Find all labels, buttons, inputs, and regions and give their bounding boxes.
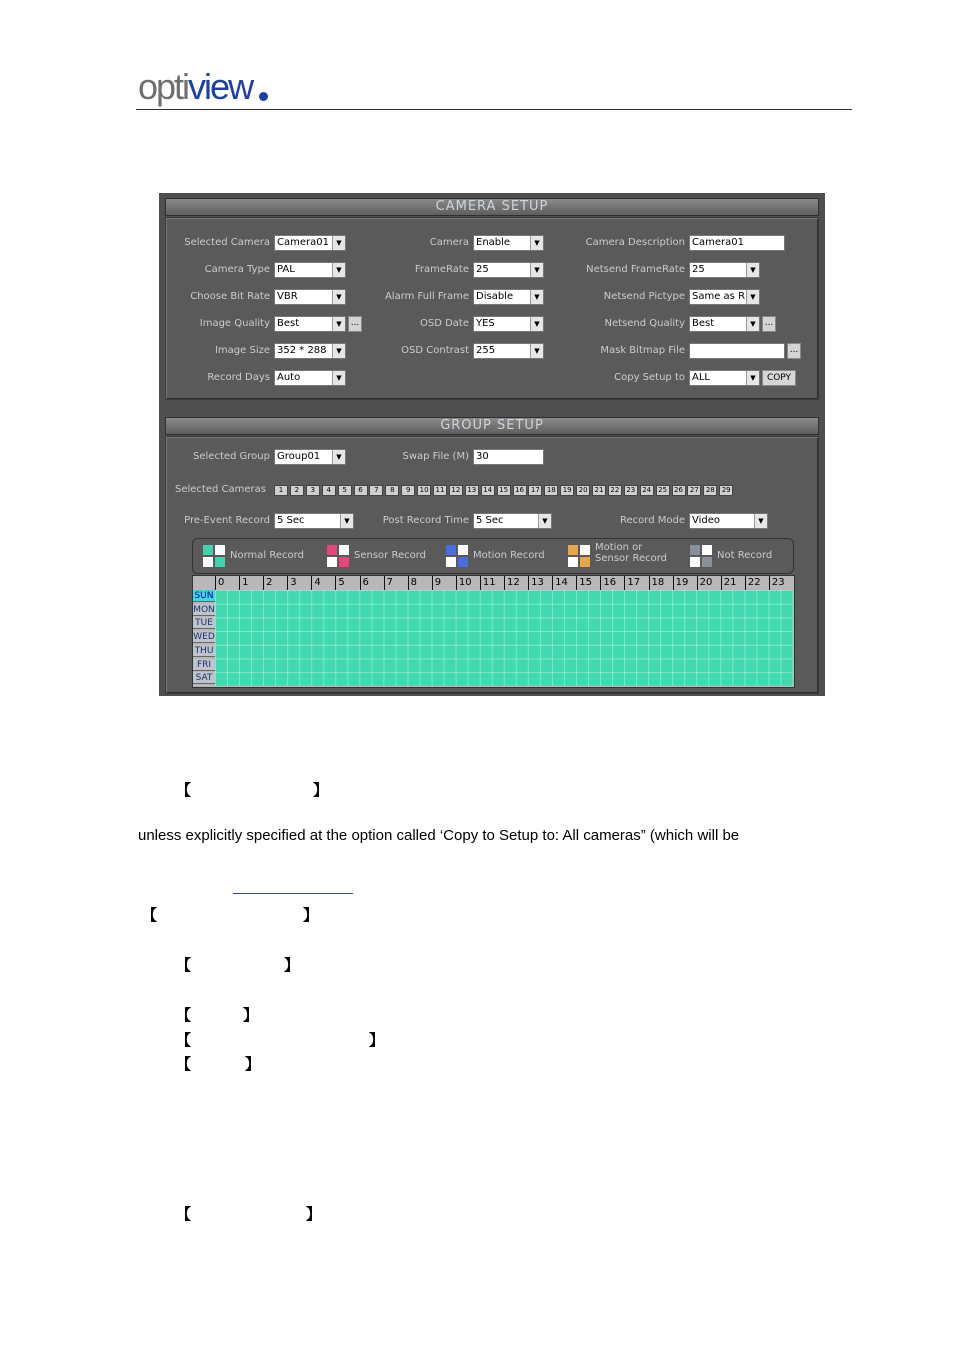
camera-select-button[interactable]: 12 bbox=[449, 485, 463, 496]
right-bracket: 】 bbox=[306, 1205, 322, 1223]
motion-record-label: Motion Record bbox=[473, 550, 545, 561]
framerate-value: 25 bbox=[476, 264, 489, 275]
hour-label: 18 bbox=[649, 576, 673, 590]
selected-group-value: Group01 bbox=[277, 451, 321, 462]
hour-label: 1 bbox=[239, 576, 263, 590]
chevron-down-icon[interactable]: ▼ bbox=[746, 263, 759, 277]
chevron-down-icon[interactable]: ▼ bbox=[746, 290, 759, 304]
osd-date-value: YES bbox=[476, 318, 495, 329]
right-bracket: 】 bbox=[313, 781, 329, 799]
sensor-record-swatch[interactable] bbox=[327, 545, 349, 567]
mask-bitmap-label: Mask Bitmap File bbox=[600, 345, 685, 356]
camera-select-button[interactable]: 26 bbox=[672, 485, 686, 496]
selected-camera-value: Camera01 bbox=[277, 237, 329, 248]
image-quality-label: Image Quality bbox=[199, 318, 270, 329]
chevron-down-icon[interactable]: ▼ bbox=[530, 317, 543, 331]
camera-select-button[interactable]: 27 bbox=[687, 485, 701, 496]
hour-label: 4 bbox=[311, 576, 335, 590]
normal-record-label: Normal Record bbox=[230, 550, 304, 561]
hour-label: 9 bbox=[432, 576, 456, 590]
motion-record-swatch[interactable] bbox=[446, 545, 468, 567]
copy-button[interactable]: COPY bbox=[762, 370, 796, 386]
bit-rate-value: VBR bbox=[277, 291, 298, 302]
hour-label: 0 bbox=[215, 576, 239, 590]
pre-event-value: 5 Sec bbox=[277, 515, 305, 526]
hour-label: 22 bbox=[745, 576, 769, 590]
copy-setup-value: ALL bbox=[692, 372, 710, 383]
chevron-down-icon[interactable]: ▼ bbox=[530, 263, 543, 277]
camera-type-value: PAL bbox=[277, 264, 295, 275]
left-bracket: 【 bbox=[176, 781, 192, 799]
hour-label: 2 bbox=[263, 576, 287, 590]
day-label-sat[interactable]: SAT bbox=[193, 672, 215, 684]
selected-camera-select[interactable] bbox=[274, 235, 346, 251]
camera-select-button[interactable]: 13 bbox=[465, 485, 479, 496]
hour-label: 3 bbox=[287, 576, 311, 590]
camera-select-button[interactable]: 8 bbox=[385, 485, 399, 496]
logo-badge-icon bbox=[259, 92, 268, 101]
hour-label: 7 bbox=[384, 576, 408, 590]
camera-select-button[interactable]: 4 bbox=[322, 485, 336, 496]
camera-description-input[interactable]: Camera01 bbox=[689, 235, 785, 251]
record-mode-label: Record Mode bbox=[620, 515, 685, 526]
copy-setup-label: Copy Setup to bbox=[614, 372, 685, 383]
logo-text-opti: opti bbox=[138, 66, 189, 107]
motion-or-sensor-record-label: Motion or Sensor Record bbox=[595, 542, 668, 564]
hour-label: 8 bbox=[408, 576, 432, 590]
not-record-swatch[interactable] bbox=[690, 545, 712, 567]
camera-select-button[interactable]: 16 bbox=[513, 485, 527, 496]
camera-select-button[interactable]: 10 bbox=[417, 485, 431, 496]
group-setup-title: GROUP SETUP bbox=[165, 417, 819, 435]
selected-cameras-label: Selected Cameras bbox=[175, 484, 266, 495]
right-bracket: 】 bbox=[303, 906, 319, 924]
day-label-mon[interactable]: MON bbox=[193, 604, 215, 615]
sensor-record-label: Sensor Record bbox=[354, 550, 427, 561]
camera-description-label: Camera Description bbox=[585, 237, 685, 248]
camera-select-button[interactable]: 19 bbox=[560, 485, 574, 496]
hour-label: 10 bbox=[456, 576, 480, 590]
hour-label: 12 bbox=[504, 576, 528, 590]
camera-select-button[interactable]: 23 bbox=[624, 485, 638, 496]
camera-select-button[interactable]: 5 bbox=[338, 485, 352, 496]
image-size-value: 352 * 288 bbox=[277, 345, 327, 356]
netsend-quality-value: Best bbox=[692, 318, 715, 329]
osd-contrast-value: 255 bbox=[476, 345, 496, 356]
camera-enable-select[interactable] bbox=[473, 235, 544, 251]
chevron-down-icon[interactable]: ▼ bbox=[746, 371, 759, 385]
record-days-label: Record Days bbox=[207, 372, 270, 383]
header-divider bbox=[136, 109, 852, 110]
left-bracket: 【 bbox=[176, 1205, 192, 1223]
camera-select-button[interactable]: 24 bbox=[640, 485, 654, 496]
hour-label: 16 bbox=[600, 576, 624, 590]
camera-select-button[interactable]: 25 bbox=[656, 485, 670, 496]
pre-event-label: Pre-Event Record bbox=[184, 515, 270, 526]
camera-select-button[interactable]: 7 bbox=[369, 485, 383, 496]
camera-setup-screenshot bbox=[159, 193, 825, 696]
right-bracket: 】 bbox=[243, 1006, 259, 1024]
chevron-down-icon[interactable]: ▼ bbox=[754, 514, 767, 528]
record-days-value: Auto bbox=[277, 372, 301, 383]
optiview-logo bbox=[138, 66, 252, 108]
alarm-full-frame-select[interactable] bbox=[473, 289, 544, 305]
left-bracket: 【 bbox=[142, 906, 158, 924]
hyperlink-underline[interactable] bbox=[233, 893, 353, 894]
camera-select-button[interactable]: 9 bbox=[401, 485, 415, 496]
motion-or-sensor-record-swatch[interactable] bbox=[568, 545, 590, 567]
chevron-down-icon[interactable]: ▼ bbox=[538, 514, 551, 528]
day-label-fri[interactable]: FRI bbox=[193, 659, 215, 671]
right-bracket: 】 bbox=[245, 1055, 261, 1073]
camera-select-button[interactable]: 22 bbox=[608, 485, 622, 496]
chevron-down-icon[interactable]: ▼ bbox=[332, 317, 345, 331]
camera-type-select[interactable] bbox=[274, 262, 346, 278]
image-quality-browse-button[interactable]: ... bbox=[348, 316, 362, 332]
right-bracket: 】 bbox=[284, 956, 300, 974]
hour-label: 14 bbox=[552, 576, 576, 590]
alarm-full-frame-value: Disable bbox=[476, 291, 514, 302]
framerate-select[interactable] bbox=[473, 262, 544, 278]
netsend-pictype-label: Netsend Pictype bbox=[603, 291, 685, 302]
camera-select-button[interactable]: 3 bbox=[306, 485, 320, 496]
record-days-select[interactable] bbox=[274, 370, 346, 386]
hour-label: 20 bbox=[697, 576, 721, 590]
osd-date-label: OSD Date bbox=[420, 318, 469, 329]
weekly-schedule-grid bbox=[192, 575, 795, 688]
record-mode-select[interactable] bbox=[689, 513, 768, 529]
bit-rate-select[interactable] bbox=[274, 289, 346, 305]
normal-record-swatch[interactable] bbox=[203, 545, 225, 567]
mask-bitmap-browse-button[interactable]: ... bbox=[787, 343, 801, 359]
bit-rate-label: Choose Bit Rate bbox=[190, 291, 270, 302]
hour-label: 13 bbox=[528, 576, 552, 590]
camera-enable-value: Enable bbox=[476, 237, 511, 248]
copy-setup-select[interactable] bbox=[689, 370, 760, 386]
osd-contrast-select[interactable] bbox=[473, 343, 544, 359]
camera-select-button[interactable]: 1 bbox=[274, 485, 288, 496]
image-size-label: Image Size bbox=[214, 345, 270, 356]
logo-text-view: view bbox=[188, 66, 253, 107]
image-quality-value: Best bbox=[277, 318, 300, 329]
swap-file-input[interactable]: 30 bbox=[473, 449, 544, 465]
camera-select-button[interactable]: 6 bbox=[354, 485, 368, 496]
camera-setup-title: CAMERA SETUP bbox=[165, 198, 819, 216]
camera-select-button[interactable]: 28 bbox=[703, 485, 717, 496]
camera-select-button[interactable]: 15 bbox=[497, 485, 511, 496]
chevron-down-icon[interactable]: ▼ bbox=[332, 450, 345, 464]
hour-label: 6 bbox=[360, 576, 384, 590]
chevron-down-icon[interactable]: ▼ bbox=[332, 290, 345, 304]
chevron-down-icon[interactable]: ▼ bbox=[340, 514, 353, 528]
left-bracket: 【 bbox=[176, 956, 192, 974]
not-record-label: Not Record bbox=[717, 550, 773, 561]
osd-contrast-label: OSD Contrast bbox=[401, 345, 469, 356]
alarm-full-frame-label: Alarm Full Frame bbox=[384, 291, 469, 302]
pre-event-select[interactable] bbox=[274, 513, 354, 529]
chevron-down-icon[interactable]: ▼ bbox=[746, 317, 759, 331]
netsend-quality-select[interactable] bbox=[689, 316, 760, 332]
camera-select-button[interactable]: 29 bbox=[719, 485, 733, 496]
right-bracket: 】 bbox=[369, 1031, 385, 1049]
selected-group-label: Selected Group bbox=[193, 451, 270, 462]
record-legend bbox=[192, 538, 794, 574]
camera-select-button[interactable]: 20 bbox=[576, 485, 590, 496]
chevron-down-icon[interactable]: ▼ bbox=[332, 371, 345, 385]
chevron-down-icon[interactable]: ▼ bbox=[332, 344, 345, 358]
image-size-select[interactable] bbox=[274, 343, 346, 359]
camera-select-button[interactable]: 14 bbox=[481, 485, 495, 496]
hour-label: 19 bbox=[673, 576, 697, 590]
netsend-quality-browse-button[interactable]: ... bbox=[762, 316, 776, 332]
camera-enable-label: Camera bbox=[429, 237, 469, 248]
netsend-pictype-value: Same as R bbox=[692, 291, 746, 302]
netsend-framerate-select[interactable] bbox=[689, 262, 760, 278]
left-bracket: 【 bbox=[176, 1031, 192, 1049]
body-text-line: unless explicitly specified at the option called ‘Copy to Setup to: All cameras” (which will be bbox=[138, 827, 740, 844]
left-bracket: 【 bbox=[176, 1006, 192, 1024]
netsend-quality-label: Netsend Quality bbox=[604, 318, 685, 329]
framerate-label: FrameRate bbox=[414, 264, 469, 275]
hour-label: 15 bbox=[576, 576, 600, 590]
post-record-value: 5 Sec bbox=[476, 515, 504, 526]
camera-select-button[interactable]: 17 bbox=[528, 485, 542, 496]
hour-label: 5 bbox=[335, 576, 359, 590]
camera-select-button[interactable]: 21 bbox=[592, 485, 606, 496]
camera-select-button[interactable]: 2 bbox=[290, 485, 304, 496]
day-label-thu[interactable]: THU bbox=[194, 645, 214, 656]
hour-label: 17 bbox=[624, 576, 648, 590]
camera-type-label: Camera Type bbox=[204, 264, 270, 275]
hour-label: 11 bbox=[480, 576, 504, 590]
swap-file-label: Swap File (M) bbox=[402, 451, 469, 462]
day-label-wed[interactable]: WED bbox=[193, 632, 215, 643]
chevron-down-icon[interactable]: ▼ bbox=[530, 236, 543, 250]
netsend-framerate-label: Netsend FrameRate bbox=[586, 264, 685, 275]
selected-group-select[interactable] bbox=[274, 449, 346, 465]
post-record-label: Post Record Time bbox=[382, 515, 469, 526]
camera-select-button[interactable]: 18 bbox=[544, 485, 558, 496]
netsend-framerate-value: 25 bbox=[692, 264, 705, 275]
hour-label: 21 bbox=[721, 576, 745, 590]
day-label-tue[interactable]: TUE bbox=[193, 617, 215, 629]
left-bracket: 【 bbox=[176, 1055, 192, 1073]
selected-camera-label: Selected Camera bbox=[184, 237, 270, 248]
osd-date-select[interactable] bbox=[473, 316, 544, 332]
day-label-sun[interactable]: SUN bbox=[194, 591, 214, 601]
chevron-down-icon[interactable]: ▼ bbox=[530, 344, 543, 358]
chevron-down-icon[interactable]: ▼ bbox=[332, 236, 345, 250]
mask-bitmap-input[interactable] bbox=[689, 343, 785, 359]
record-mode-value: Video bbox=[692, 515, 721, 526]
hour-label: 23 bbox=[769, 576, 793, 590]
chevron-down-icon[interactable]: ▼ bbox=[332, 263, 345, 277]
post-record-select[interactable] bbox=[473, 513, 552, 529]
camera-select-button[interactable]: 11 bbox=[433, 485, 447, 496]
schedule-cells[interactable] bbox=[215, 590, 793, 686]
chevron-down-icon[interactable]: ▼ bbox=[530, 290, 543, 304]
netsend-pictype-select[interactable] bbox=[689, 289, 760, 305]
image-quality-select[interactable] bbox=[274, 316, 346, 332]
